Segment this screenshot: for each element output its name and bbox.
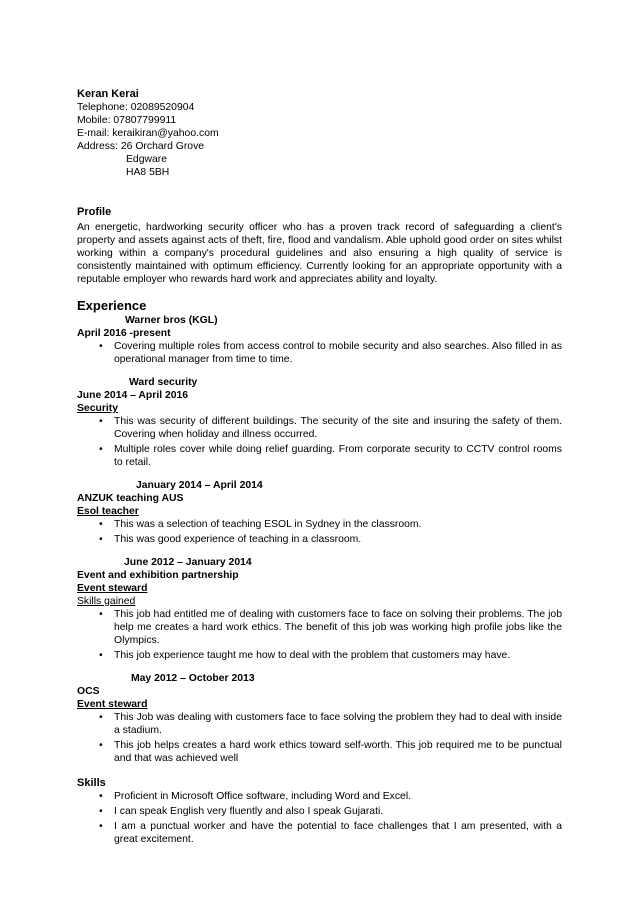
job-role: Security [77,403,119,414]
list-item: • This job had entitled me of dealing with customers face to face on solving their problems. The job help me creates a hard work ethics. The benefit of this job was working high profile jobs like the Olympics. [99,609,562,646]
job-dates: June 2012 – January 2014 [124,557,252,568]
job-dates: June 2014 – April 2016 [77,390,189,401]
job-duties [77,608,562,662]
list-item: • Proficient in Microsoft Office software, including Word and Excel. [99,791,412,802]
list-item: • Multiple roles cover while doing relief guarding. From corporate security to CCTV control rooms to retail. [99,444,562,468]
job-company: ANZUK teaching AUS [77,493,184,504]
address-line-2: Edgware [126,154,168,165]
bullet-icon: • [99,444,103,455]
bullet-icon: • [99,791,103,802]
job-company: Ward security [129,377,198,388]
bullet-icon: • [99,740,103,751]
bullet-icon: • [99,650,103,661]
profile-text: An energetic, hardworking security officer who has a proven track record of safeguarding a client's property and assets against acts of theft, fire, flood and vandalism. Able uphold good order on sites whilst working within a company's procedural guidelines and also ensuring a high quality of service is consistently maintained with optimum efficiency. Currently looking for an appropriate opportunity with a reputable employer who rewards hard work and appreciates ability and loyalty. [77,222,562,285]
job-company: Warner bros (KGL) [125,315,218,326]
telephone: Telephone: 02089520904 [77,102,195,113]
job-company: OCS [77,686,100,697]
address-line-1: Address: 26 Orchard Grove [77,141,205,152]
job-duties [77,415,562,469]
bullet-icon: • [99,534,103,545]
contact-block [77,88,562,179]
bullet-icon: • [99,712,103,723]
email: E-mail: keraikiran@yahoo.com [77,128,219,139]
bullet-icon: • [99,821,103,832]
bullet-icon: • [99,806,103,817]
skills-list [77,790,562,846]
job-role: Event steward [77,583,148,594]
list-item: • This was security of different buildings. The security of the site and insuring the safety of them. Covering when holiday and illness occurred. [99,416,562,440]
list-item: • I can speak English very fluently and also I speak Gujarati. [99,806,384,817]
list-item: • I am a punctual worker and have the potential to face challenges that I am presented, with a great excitement. [99,821,562,845]
job-role: Esol teacher [77,506,139,517]
bullet-icon: • [99,519,103,530]
job-note: Skills gained [77,596,136,607]
bullet-icon: • [99,609,103,620]
job-ocs [77,672,562,765]
job-warner [77,314,562,366]
job-dates: January 2014 – April 2014 [136,480,263,491]
list-item: • This Job was dealing with customers face to face solving the problem they had to deal with inside a stadium. [99,712,562,736]
resume-page [77,88,562,848]
list-item: • This was a selection of teaching ESOL in Sydney in the classroom. [99,519,422,530]
list-item: • This job helps creates a hard work ethics toward self-worth. This job required me to be punctual and that was achieved well [99,740,562,764]
job-ward [77,376,562,469]
job-duties [77,518,562,546]
profile-heading: Profile [77,206,112,218]
job-event-exhibition [77,556,562,662]
list-item: • This was good experience of teaching in a classroom. [99,534,362,545]
experience-heading: Experience [77,298,147,313]
job-duties [77,340,562,366]
job-anzuk [77,479,562,546]
job-dates: April 2016 -present [77,328,171,339]
candidate-name: Keran Kerai [77,88,139,100]
list-item: • This job experience taught me how to deal with the problem that customers may have. [99,650,511,661]
mobile: Mobile: 07807799911 [77,115,177,126]
bullet-icon: • [99,416,103,427]
job-company: Event and exhibition partnership [77,570,239,581]
job-duties [77,711,562,765]
address-line-3: HA8 5BH [126,167,170,178]
job-role: Event steward [77,699,148,710]
list-item: • Covering multiple roles from access control to mobile security and also searches. Also filled in as operational manager from time to time. [99,341,562,365]
skills-heading: Skills [77,777,106,789]
bullet-icon: • [99,341,103,352]
job-dates: May 2012 – October 2013 [131,673,255,684]
